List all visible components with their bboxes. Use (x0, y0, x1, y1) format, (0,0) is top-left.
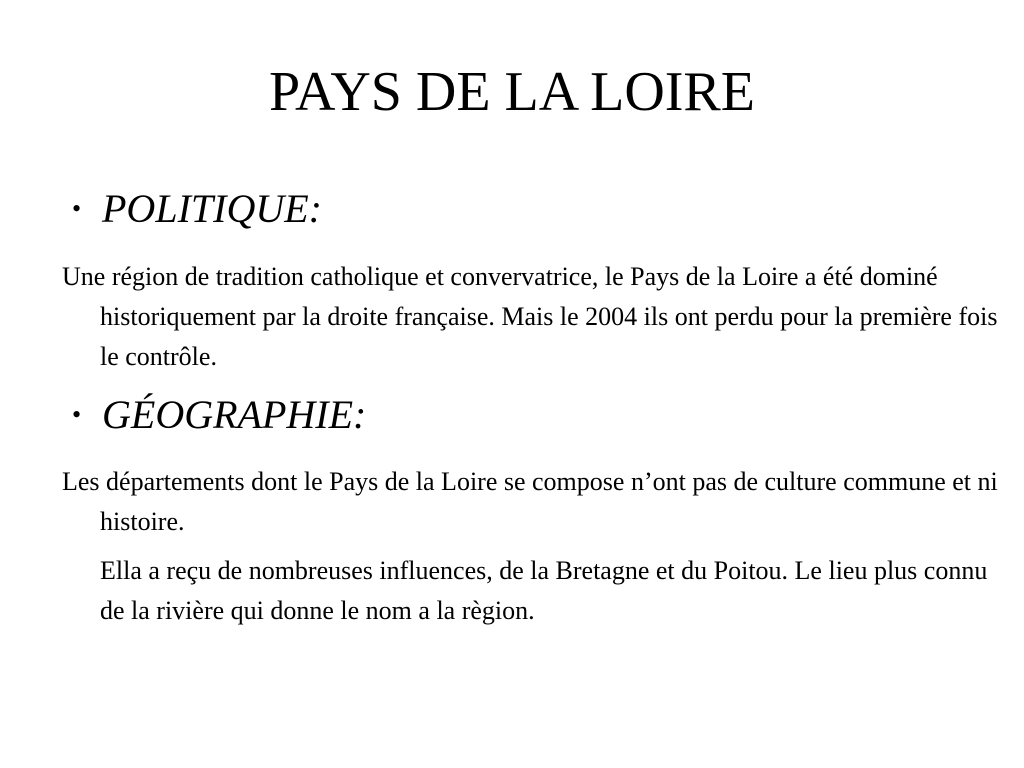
politique-paragraph: Une région de tradition catholique et convervatrice, le Pays de la Loire a été dominé historiquement par la droite française. Mais le 2004 ils ont perdu pour la première fois le contrôle. (62, 262, 998, 371)
heading-text: GÉOGRAPHIE: (102, 392, 367, 437)
geographie-paragraph-2: Ella a reçu de nombreuses influences, de la Bretagne et du Poitou. Le lieu plus connu de la rivière qui donne le nom a la règion. (100, 556, 988, 625)
heading-text: POLITIQUE: (102, 186, 322, 231)
bullet-point: • (72, 193, 82, 223)
section-heading-geographie (72, 393, 366, 437)
section-heading-politique (72, 187, 322, 231)
geographie-paragraph-1: Les départements dont le Pays de la Loire se compose n’ont pas de culture commune et ni histoire. (62, 467, 998, 536)
slide-title: PAYS DE LA LOIRE (269, 61, 755, 123)
bullet-point: • (72, 399, 82, 429)
